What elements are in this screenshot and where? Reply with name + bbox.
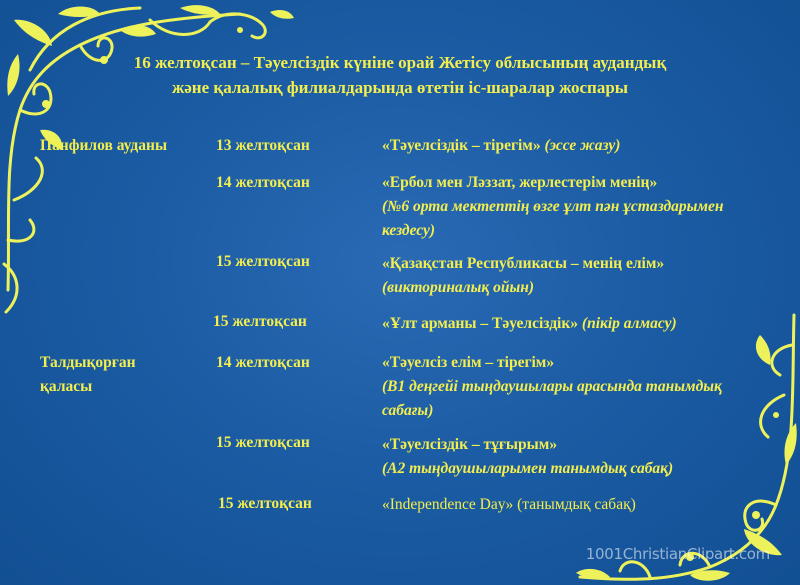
event-date: 15 желтоқсан	[216, 253, 310, 270]
event-item	[382, 493, 752, 517]
watermark: 1001ChristianClipart.com	[585, 545, 770, 563]
event-note: (пікір алмасу)	[581, 315, 677, 332]
page-title	[0, 50, 800, 100]
floral-edge-left-icon	[0, 260, 40, 320]
event-note: (эссе жазу)	[544, 137, 621, 154]
event-title: «Ербол мен Ләззат, жерлестерім менің»	[382, 174, 658, 191]
event-date: 15 желтоқсан	[218, 495, 312, 512]
event-note: (А2 тыңдаушыларымен танымдық сабақ)	[382, 460, 674, 477]
event-item	[382, 252, 752, 300]
event-title: «Independence Day» (танымдық сабақ)	[382, 496, 636, 513]
event-item	[382, 433, 752, 481]
event-title: «Тәуелсіздік – тұғырым»	[382, 436, 558, 453]
event-date: 14 желтоқсан	[216, 354, 310, 371]
event-note: (викториналық ойын)	[382, 279, 535, 296]
event-item	[382, 171, 752, 243]
event-title: «Тәуелсіз елім – тірегім»	[382, 354, 555, 371]
event-note: (В1 деңгейі тыңдаушылары арасында танымдық сабағы)	[382, 378, 722, 419]
event-title: «Тәуелсіздік – тірегім»	[382, 137, 541, 154]
event-date: 13 желтоқсан	[216, 137, 310, 154]
event-date: 15 желтоқсан	[213, 313, 307, 330]
event-item	[382, 351, 752, 423]
event-title: «Ұлт арманы – Тәуелсіздік»	[382, 315, 579, 332]
district-label: Талдықорған қаласы	[40, 354, 136, 395]
event-date: 15 желтоқсан	[216, 434, 310, 451]
event-title: «Қазақстан Республикасы – менің елім»	[382, 255, 665, 272]
event-date: 14 желтоқсан	[216, 174, 310, 191]
event-item	[382, 134, 752, 158]
title-line-2: және қалалық филиалдарында өтетін іс-шаралар жоспары	[171, 78, 629, 97]
event-note: (№6 орта мектептің өзге ұлт пән ұстаздарымен кездесу)	[382, 198, 724, 239]
event-item	[382, 312, 752, 336]
district-label: Панфилов ауданы	[40, 137, 168, 154]
title-line-1: 16 желтоқсан – Тәуелсіздік күніне орай Жетісу облысының аудандық	[133, 53, 667, 72]
